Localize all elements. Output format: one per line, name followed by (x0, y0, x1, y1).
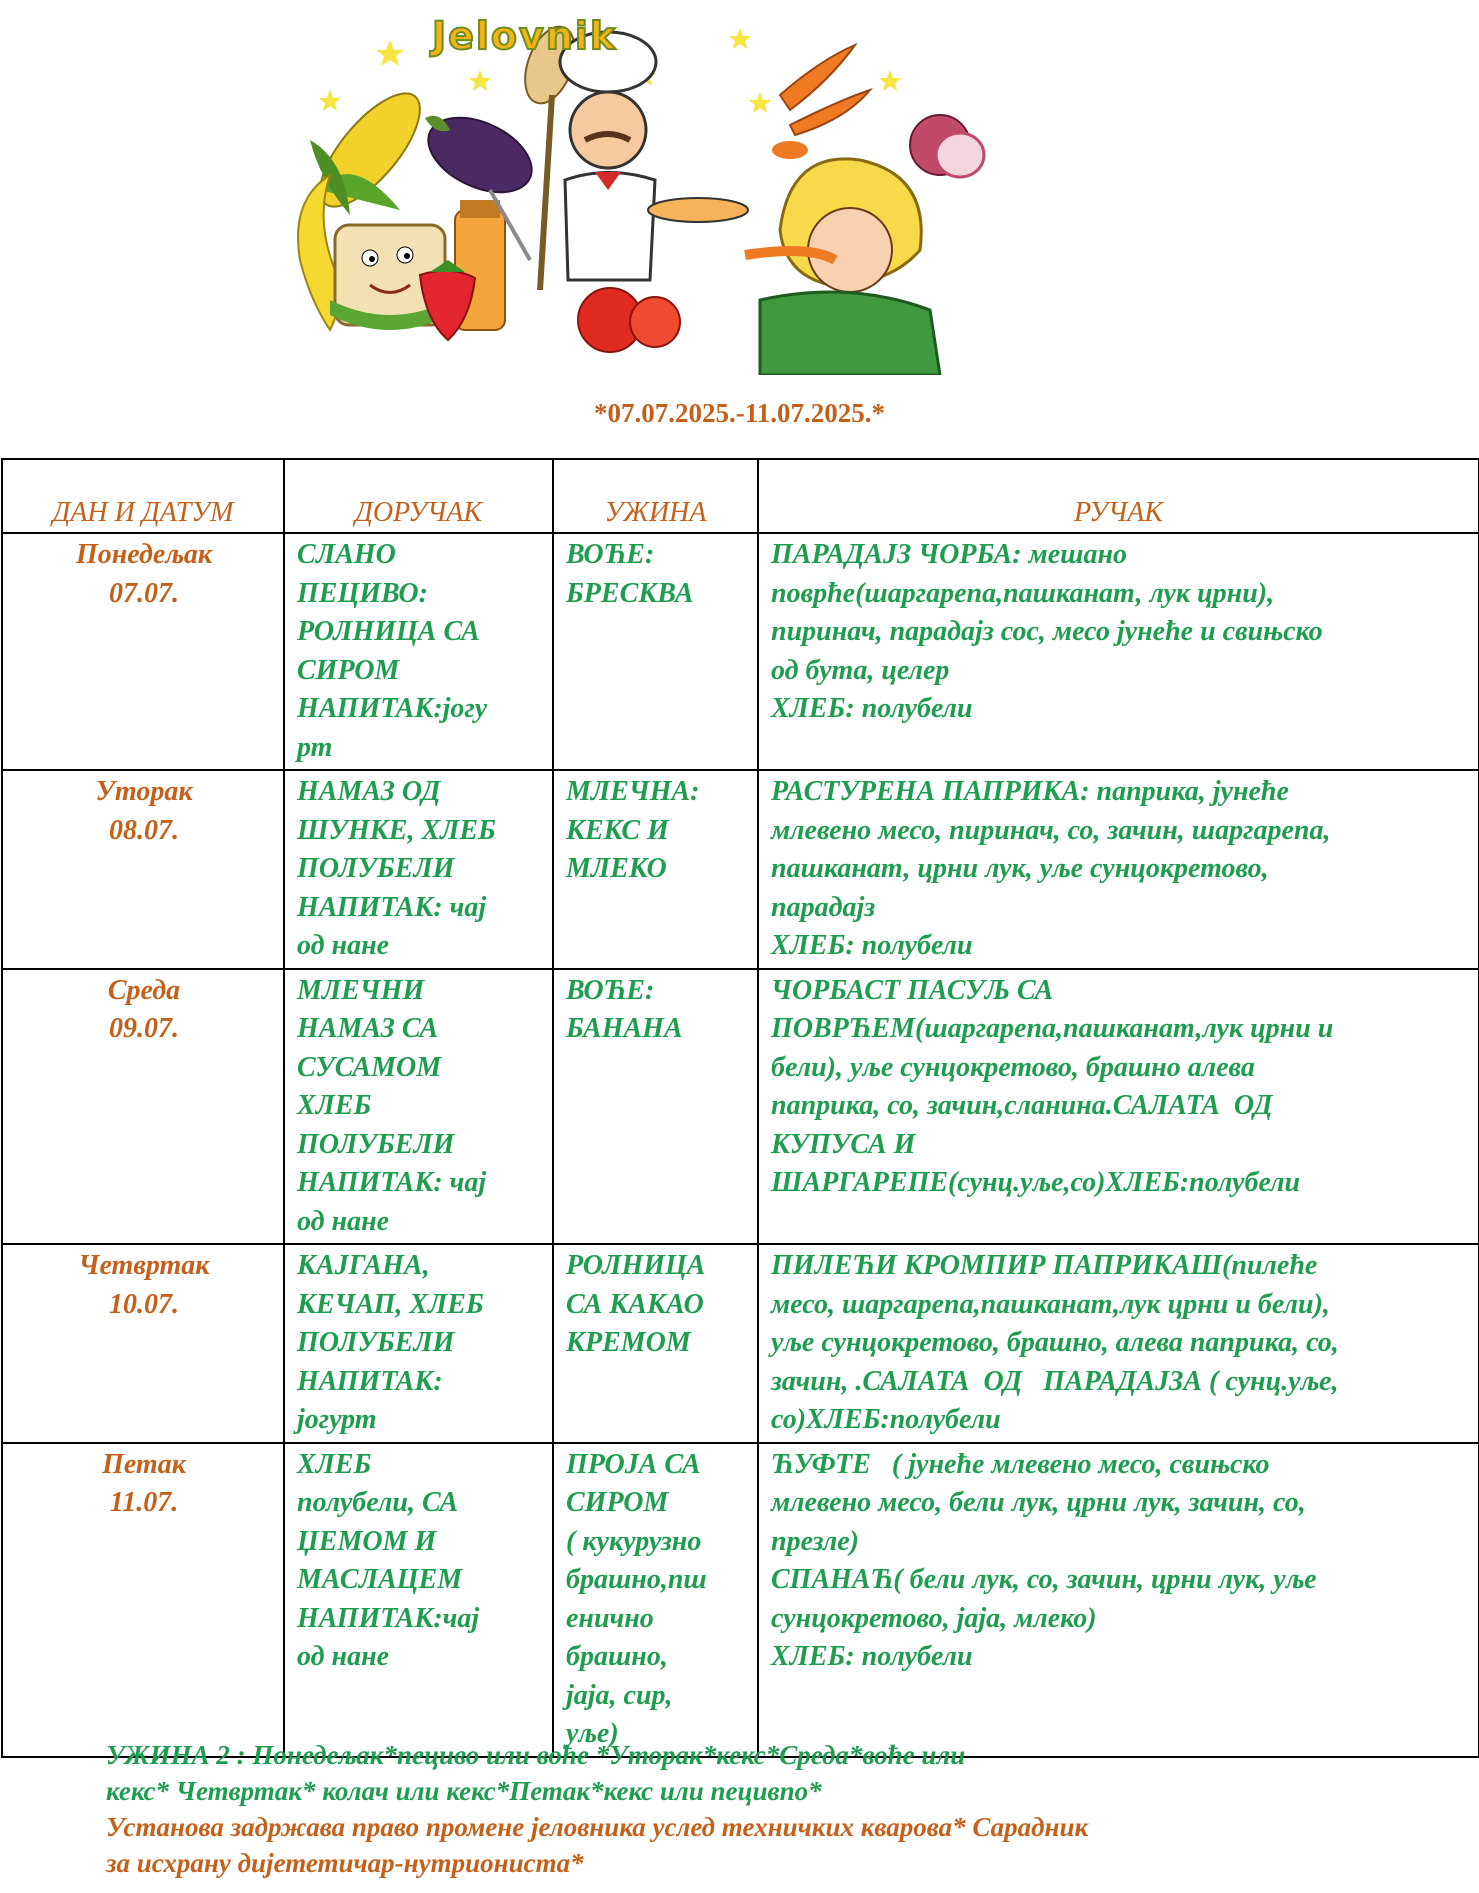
lunch-cell-line: ШАРГАРЕПЕ(сунц.уље,со)ХЛЕБ:полубели (771, 1167, 1301, 1198)
breakfast-cell-line: НАМАЗ ОД (297, 776, 441, 807)
lunch-cell-line: ПОВРЋЕМ(шаргарепа,пашканат,лук црни и (771, 1013, 1334, 1044)
footer-snack2-line-2: кекс* Четвртак* колач или кекс*Петак*кекс или пецивпо* (106, 1776, 822, 1806)
snack-cell-line: уље) (566, 1718, 619, 1749)
snack-cell (553, 533, 758, 770)
snack-cell-line: МЛЕКО (566, 853, 667, 884)
breakfast-cell-line: од нане (297, 1641, 390, 1672)
snack-cell-line: ВОЋЕ: (566, 974, 655, 1006)
lunch-cell-line: од бута, целер (771, 654, 950, 686)
breakfast-cell-line: НАПИТАК: (297, 1365, 443, 1397)
lunch-cell-line: парадајз (771, 891, 876, 923)
breakfast-cell-line: МАСЛАЦЕМ (297, 1564, 463, 1595)
lunch-cell (758, 969, 1479, 1245)
lunch-cell-line: ХЛЕБ: полубели (771, 1641, 973, 1672)
breakfast-cell-line: НАПИТАК:јогу (297, 693, 488, 724)
day-name: Понедељак (75, 539, 213, 570)
breakfast-cell-line: ПОЛУБЕЛИ (297, 1327, 455, 1358)
breakfast-cell-line: ЏЕМОМ И (297, 1525, 437, 1557)
snack-cell-line: БРЕСКВА (566, 577, 694, 609)
breakfast-cell-line: ПЕЦИВО: (297, 577, 428, 609)
day-cell (2, 1443, 284, 1757)
snack-cell-line: СИРОМ (566, 1487, 669, 1518)
breakfast-cell-line: од нане (297, 1205, 390, 1237)
breakfast-cell-line: НАПИТАК: чај (297, 891, 487, 923)
lunch-cell-line: паприка, со, зачин,сланина.САЛАТА ОД (771, 1090, 1273, 1121)
snack-cell-line: МЛЕЧНА: (566, 776, 700, 807)
breakfast-cell-line: КЕЧАП, ХЛЕБ (297, 1288, 484, 1320)
day-name: Четвртак (78, 1250, 210, 1281)
lunch-cell-line: презле) (771, 1525, 859, 1557)
lunch-cell-line: ЧОРБАСТ ПАСУЉ СА (771, 974, 1054, 1006)
lunch-cell-line: поврће(шаргарепа,пашканат, лук црни), (771, 577, 1275, 609)
tomato-icon (578, 288, 680, 352)
snack-cell (553, 1244, 758, 1443)
lunch-cell-line: ПИЛЕЋИ КРОМПИР ПАПРИКАШ(пилеће (771, 1250, 1318, 1281)
table-row (2, 770, 1479, 969)
breakfast-cell-line: ПОЛУБЕЛИ (297, 853, 455, 884)
header-lunch: РУЧАК (758, 459, 1479, 533)
lunch-cell-line: КУПУСА И (771, 1128, 916, 1160)
breakfast-cell-line: јогурт (297, 1404, 377, 1435)
snack-cell-line: КРЕМОМ (566, 1327, 691, 1358)
breakfast-cell-line: НАМАЗ СА (297, 1013, 439, 1044)
snack-cell-line: СА КАКАО (566, 1288, 704, 1320)
lunch-cell (758, 1244, 1479, 1443)
day-date: 11.07. (109, 1487, 179, 1518)
header-breakfast: ДОРУЧАК (284, 459, 553, 533)
breakfast-cell (284, 533, 553, 770)
lunch-cell-line: РАСТУРЕНА ПАПРИКА: паприка, јунеће (771, 776, 1289, 807)
breakfast-cell-line: СЛАНО (297, 539, 396, 570)
snack-cell-line: јаја, сир, (566, 1679, 673, 1711)
breakfast-cell-line: КАЈГАНА, (297, 1250, 430, 1281)
day-cell (2, 533, 284, 770)
day-cell (2, 770, 284, 969)
table-header-row (2, 459, 1479, 533)
snack-cell (553, 1443, 758, 1757)
lunch-cell-line: со)ХЛЕБ:полубели (771, 1404, 1001, 1435)
lunch-cell (758, 533, 1479, 770)
snack-cell-line: брашно, (566, 1641, 668, 1672)
breakfast-cell-line: ХЛЕБ (297, 1090, 372, 1121)
day-date: 09.07. (109, 1013, 179, 1044)
breakfast-cell-line: од нане (297, 930, 390, 961)
menu-table (1, 458, 1479, 1758)
logo-title: Jelovnik (432, 14, 618, 58)
footer-snack2-line-1: УЖИНА 2 : Понедељак*пециво или воће *Уторак*кекс*Среда*воће или (106, 1740, 966, 1770)
breakfast-cell-line: НАПИТАК: чај (297, 1167, 487, 1198)
lunch-cell-line: уље сунцокретово, брашно, алева паприка, со, (771, 1327, 1339, 1358)
day-name: Петак (102, 1448, 186, 1480)
footer-notice-line-1: Установа задржава право промене јеловника услед техничких кварова* Сарадник (106, 1812, 1089, 1842)
breakfast-cell (284, 1443, 553, 1757)
onion-icon (910, 115, 984, 177)
table-row (2, 1443, 1479, 1757)
lunch-cell-line: месо, шаргарепа,пашканат,лук црни и бели), (771, 1288, 1330, 1320)
footer-notice-line-2: за исхрану дијететичар-нутриониста* (106, 1848, 584, 1878)
header-snack: УЖИНА (553, 459, 758, 533)
lunch-cell (758, 770, 1479, 969)
snack-cell-line: РОЛНИЦА (566, 1250, 706, 1281)
breakfast-cell-line: ХЛЕБ (297, 1448, 372, 1480)
lunch-cell-line: зачин, .САЛАТА ОД ПАРАДАЈЗА ( сунц.уље, (771, 1365, 1339, 1397)
snack-cell-line: ( кукурузно (566, 1525, 702, 1557)
day-cell (2, 1244, 284, 1443)
breakfast-cell-line: СУСАМОМ (297, 1051, 442, 1083)
day-cell (2, 969, 284, 1245)
day-date: 07.07. (109, 577, 179, 609)
eggplant-icon (417, 103, 544, 207)
lunch-cell-line: бели), уље сунцокретово, брашно алева (771, 1051, 1255, 1083)
breakfast-cell-line: СИРОМ (297, 654, 400, 686)
table-row (2, 533, 1479, 770)
breakfast-cell (284, 1244, 553, 1443)
breakfast-cell-line: полубели, СА (297, 1487, 459, 1518)
lunch-cell-line: млевено месо, бели лук, црни лук, зачин, со, (771, 1487, 1306, 1518)
table-row (2, 1244, 1479, 1443)
breakfast-cell-line: рт (297, 731, 333, 763)
lunch-cell-line: ХЛЕБ: полубели (771, 693, 973, 724)
snack-cell-line: ВОЋЕ: (566, 539, 655, 570)
snack-cell-line: енично (566, 1602, 654, 1634)
snack-cell-line: КЕКС И (566, 814, 669, 846)
breakfast-cell (284, 969, 553, 1245)
lunch-cell-line: млевено месо, пиринач, со, зачин, шаргарепа, (771, 814, 1331, 846)
lunch-cell-line: сунцокретово, јаја, млеко) (771, 1602, 1097, 1634)
snack-cell-line: БАНАНА (566, 1013, 683, 1044)
lunch-cell-line: ХЛЕБ: полубели (771, 930, 973, 961)
carrot-icon (772, 45, 870, 159)
breakfast-cell-line: ШУНКЕ, ХЛЕБ (297, 814, 496, 846)
day-date: 08.07. (109, 814, 179, 846)
header-day-date: ДАН И ДАТУМ (2, 459, 284, 533)
breakfast-cell-line: МЛЕЧНИ (297, 974, 425, 1006)
lunch-cell-line: ЋУФТЕ ( јунеће млевено месо, свињско (771, 1448, 1270, 1480)
breakfast-cell-line: ПОЛУБЕЛИ (297, 1128, 455, 1160)
snack-cell-line: ПРОЈА СА (566, 1448, 701, 1480)
menu-illustration (290, 0, 1190, 375)
snack-cell (553, 770, 758, 969)
day-date: 10.07. (109, 1288, 179, 1320)
table-row (2, 969, 1479, 1245)
breakfast-cell-line: НАПИТАК:чај (297, 1602, 480, 1634)
day-name: Среда (107, 974, 181, 1006)
breakfast-cell-line: РОЛНИЦА СА (297, 616, 480, 647)
lunch-cell (758, 1443, 1479, 1757)
snack-cell (553, 969, 758, 1245)
chef-icon (516, 20, 748, 290)
lunch-cell-line: ПАРАДАЈЗ ЧОРБА: мешано (771, 539, 1128, 570)
lunch-cell-line: пиринач, парадајз сос, месо јунеће и свињско (771, 616, 1323, 647)
day-name: Уторак (95, 776, 193, 807)
snack-cell-line: брашно,пш (566, 1564, 707, 1595)
lunch-cell-line: СПАНАЋ( бели лук, со, зачин, црни лук, уље (771, 1564, 1317, 1595)
breakfast-cell (284, 770, 553, 969)
lunch-cell-line: пашканат, црни лук, уље сунцокретово, (771, 853, 1269, 884)
boy-icon (745, 159, 940, 375)
footer-notes (106, 1737, 1406, 1881)
date-range: *07.07.2025.-11.07.2025.* (593, 398, 885, 428)
